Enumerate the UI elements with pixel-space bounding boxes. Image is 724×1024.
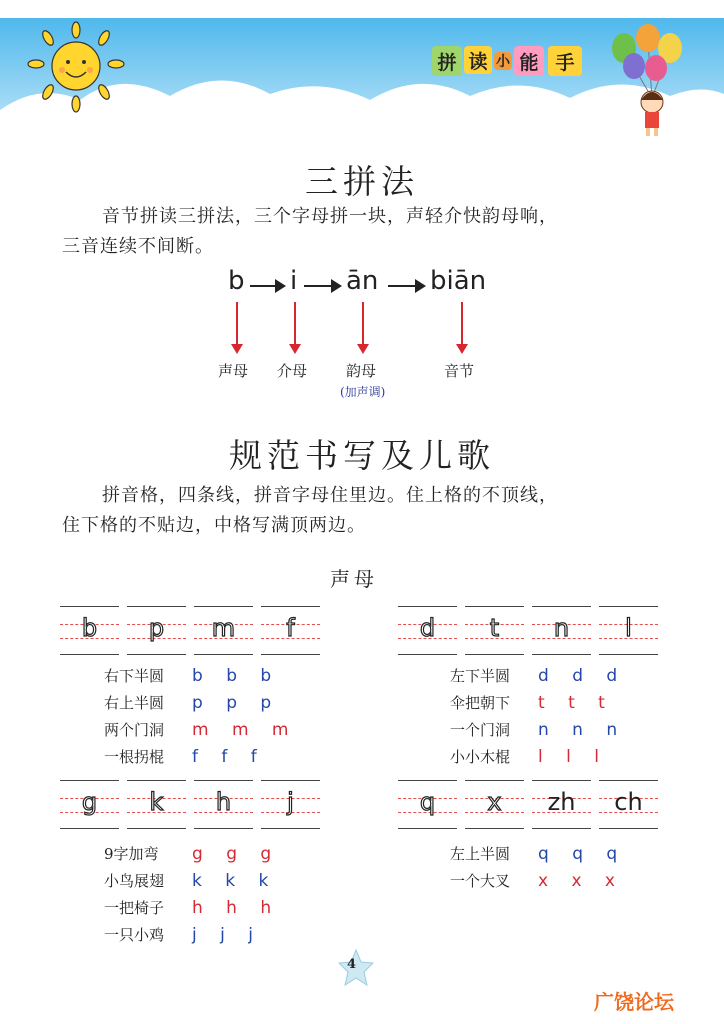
rhyme-letters: f f f <box>192 746 266 767</box>
writing-grid-gkhj <box>60 780 320 834</box>
grid-letter: b <box>81 614 98 642</box>
grid-letter: d <box>419 614 436 642</box>
grid-cell <box>261 606 320 660</box>
rhyme-row <box>104 662 298 689</box>
page-number: 4 <box>347 957 357 972</box>
rhyme-row <box>104 840 280 867</box>
rhyme-label: 一只小鸡 <box>104 926 165 944</box>
rhyme-label: 两个门洞 <box>104 721 165 739</box>
grid-letter: n <box>553 614 570 642</box>
grid-cell <box>532 606 591 660</box>
rhyme-letters: b b b <box>192 665 281 686</box>
grid-cell <box>599 780 658 834</box>
down-arrow-icon <box>461 302 463 352</box>
grid-letter: k <box>149 788 164 816</box>
rhyme-row <box>104 894 280 921</box>
rhyme-label: 右下半圆 <box>104 667 165 685</box>
down-arrow-icon <box>362 302 364 352</box>
rhyme-row <box>450 743 626 770</box>
paragraph-line: 住下格的不贴边，中格写满顶两边。 <box>62 515 366 536</box>
grid-cell <box>127 606 186 660</box>
rhyme-label: 9字加弯 <box>104 845 159 863</box>
rhyme-letters: n n n <box>538 719 627 740</box>
grid-letter: q <box>419 788 436 816</box>
rhyme-list-qx <box>450 840 626 894</box>
writing-grid-qxzhch <box>398 780 658 834</box>
grid-letter: p <box>148 614 165 642</box>
rhyme-label: 右上半圆 <box>104 694 165 712</box>
label-syllable: 音节 <box>444 362 475 380</box>
grid-cell <box>194 606 253 660</box>
paragraph-line: 三音连续不间断。 <box>62 236 214 257</box>
badge-char: 小 <box>496 54 510 70</box>
rhyme-label: 一个大叉 <box>450 872 511 890</box>
right-arrow-icon <box>304 285 340 287</box>
balloon-girl-icon <box>604 20 704 140</box>
rhyme-letters: h h h <box>192 897 281 918</box>
rhyme-label: 小鸟展翅 <box>104 872 165 890</box>
grid-cell <box>532 780 591 834</box>
grid-letter: t <box>489 614 500 642</box>
pinyin-syllable: biān <box>430 266 487 296</box>
grid-letter: ch <box>614 788 643 816</box>
rhyme-label: 小小木棍 <box>450 748 511 766</box>
grid-cell <box>127 780 186 834</box>
rhyme-letters: d d d <box>538 665 627 686</box>
grid-letter: zh <box>547 788 576 816</box>
rhyme-letters: k k k <box>192 870 278 891</box>
rhyme-row <box>450 716 626 743</box>
rhyme-row <box>104 743 298 770</box>
grid-letter: f <box>286 614 295 642</box>
grid-cell <box>465 780 524 834</box>
rhyme-letters: m m m <box>192 719 298 740</box>
grid-letter: m <box>211 614 236 642</box>
sun-icon <box>24 20 144 130</box>
rhyme-label: 左下半圆 <box>450 667 511 685</box>
pinyin-initial: b <box>228 266 245 296</box>
grid-letter: j <box>287 788 294 816</box>
site-logo: 广饶论坛 <box>594 990 674 1014</box>
rhyme-letters: j j j <box>192 924 262 945</box>
pinyin-final: ān <box>346 266 379 296</box>
grid-cell <box>599 606 658 660</box>
rhyme-row <box>450 867 626 894</box>
label-final: 韵母 <box>346 362 377 380</box>
pinyin-medial: i <box>290 266 298 296</box>
rhyme-row <box>104 867 280 894</box>
paragraph-line: 音节拼读三拼法，三个字母拼一块，声轻介快韵母响， <box>102 206 558 227</box>
grid-letter: h <box>215 788 232 816</box>
section-title-writing: 规范书写及儿歌 <box>229 436 495 475</box>
grid-cell <box>60 780 119 834</box>
down-arrow-icon <box>236 302 238 352</box>
writing-grid-bpmf <box>60 606 320 660</box>
rhyme-row <box>104 921 280 948</box>
grid-cell <box>60 606 119 660</box>
rhyme-letters: x x x <box>538 870 624 891</box>
grid-cell <box>398 606 457 660</box>
rhyme-list-bpmf <box>104 662 298 770</box>
section-paragraph <box>62 481 682 541</box>
right-arrow-icon <box>250 285 284 287</box>
label-initial: 声母 <box>218 362 249 380</box>
rhyme-row <box>450 662 626 689</box>
badge-char: 读 <box>464 46 492 74</box>
section-title-three-spelling: 三拼法 <box>305 162 419 201</box>
rhyme-label: 左上半圆 <box>450 845 511 863</box>
grid-letter: g <box>81 788 98 816</box>
rhyme-letters: g g g <box>192 843 281 864</box>
rhyme-label: 伞把朝下 <box>450 694 511 712</box>
badge-char: 能 <box>514 46 544 76</box>
right-arrow-icon <box>388 285 424 287</box>
section-paragraph <box>62 202 682 262</box>
writing-grid-dtnl <box>398 606 658 660</box>
rhyme-letters: q q q <box>538 843 627 864</box>
rhyme-letters: t t t <box>538 692 614 713</box>
grid-cell <box>261 780 320 834</box>
rhyme-row <box>104 716 298 743</box>
badge-char: 手 <box>548 46 582 76</box>
rhyme-label: 一个门洞 <box>450 721 511 739</box>
grid-cell <box>398 780 457 834</box>
grid-letter: x <box>487 788 502 816</box>
rhyme-letters: l l l <box>538 746 608 767</box>
rhyme-label: 一把椅子 <box>104 899 165 917</box>
subtitle-initials: 声母 <box>330 567 378 591</box>
rhyme-letters: p p p <box>192 692 281 713</box>
rhyme-list-dtnl <box>450 662 626 770</box>
label-medial: 介母 <box>277 362 308 380</box>
grid-cell <box>194 780 253 834</box>
rhyme-row <box>104 689 298 716</box>
rhyme-row <box>450 840 626 867</box>
rhyme-label: 一根拐棍 <box>104 748 165 766</box>
grid-letter: l <box>625 614 632 642</box>
page-header <box>0 0 724 150</box>
badge-char: 拼 <box>432 46 462 76</box>
rhyme-list-gkhj <box>104 840 280 948</box>
label-tone-note: (加声调) <box>340 385 386 399</box>
paragraph-line: 拼音格，四条线，拼音字母住里边。住上格的不顶线， <box>102 485 558 506</box>
down-arrow-icon <box>294 302 296 352</box>
rhyme-row <box>450 689 626 716</box>
grid-cell <box>465 606 524 660</box>
